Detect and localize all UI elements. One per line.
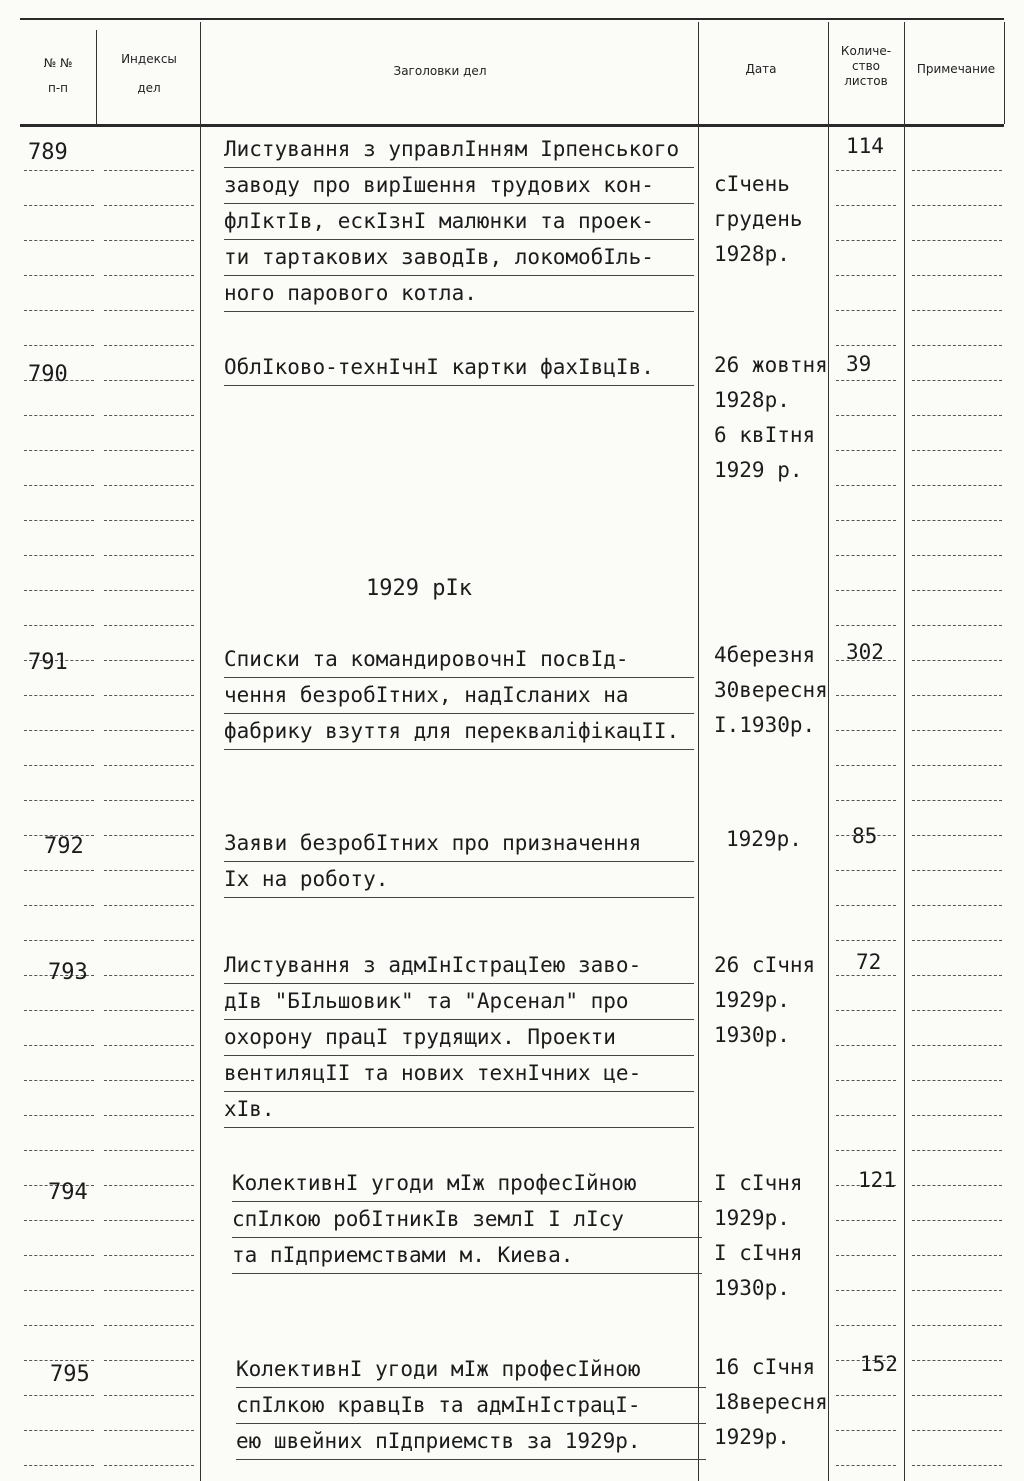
year-heading: 1929 рIк: [366, 576, 472, 601]
entry-789-date: сIчень грудень 1928р.: [714, 172, 803, 266]
entry-791-title: Списки та командировочнI посвIд- чення безробIтних, надIсланих на фабрику взуття для перекваліфікацII.: [224, 642, 706, 750]
guide-dash: [912, 205, 1002, 206]
guide-dash: [912, 1395, 1002, 1396]
guide-dash: [24, 415, 94, 416]
guide-dash: [24, 1080, 94, 1081]
guide-dash: [912, 1220, 1002, 1221]
guide-dash: [104, 415, 194, 416]
header-number: № № п-п: [43, 56, 73, 95]
guide-dash: [24, 1465, 94, 1466]
guide-dash: [24, 170, 94, 171]
guide-dash: [104, 380, 194, 381]
guide-dash: [24, 450, 94, 451]
col-divider-5: [904, 22, 905, 1481]
guide-dash: [24, 730, 94, 731]
guide-dash: [912, 555, 1002, 556]
entry-794-title: КолективнI угоди мIж професIйною спIлкою робIтникIв землI I лIсу та пIдприемствами м. Киева.: [232, 1166, 714, 1274]
header-bottom-rule: [20, 124, 1004, 127]
guide-dash: [912, 1150, 1002, 1151]
entry-793-date: 26 сIчня 1929р. 1930р.: [714, 953, 816, 1047]
guide-dash: [104, 905, 194, 906]
guide-dash: [912, 415, 1002, 416]
guide-dash: [24, 240, 94, 241]
guide-dash: [104, 1220, 194, 1221]
guide-dash: [836, 170, 896, 171]
guide-dash: [836, 345, 896, 346]
guide-dash: [836, 1220, 896, 1221]
guide-dash: [912, 660, 1002, 661]
guide-dash: [24, 555, 94, 556]
entry-794-sheets: 121: [858, 1168, 896, 1192]
guide-dash: [836, 905, 896, 906]
guide-dash: [836, 415, 896, 416]
guide-dash: [104, 765, 194, 766]
guide-dash: [912, 975, 1002, 976]
guide-dash: [104, 240, 194, 241]
guide-dash: [104, 1010, 194, 1011]
header-index: Индексы дел: [121, 52, 177, 95]
guide-dash: [912, 1465, 1002, 1466]
guide-dash: [104, 1465, 194, 1466]
guide-dash: [104, 1360, 194, 1361]
guide-dash: [912, 170, 1002, 171]
guide-dash: [912, 450, 1002, 451]
guide-dash: [836, 870, 896, 871]
guide-dash: [912, 1325, 1002, 1326]
guide-dash: [836, 590, 896, 591]
guide-dash: [912, 730, 1002, 731]
guide-dash: [24, 905, 94, 906]
guide-dash: [24, 1395, 94, 1396]
guide-dash: [104, 835, 194, 836]
guide-dash: [836, 625, 896, 626]
guide-dash: [104, 695, 194, 696]
guide-dash: [104, 555, 194, 556]
entry-794-number: 794: [48, 1180, 88, 1205]
guide-dash: [104, 1325, 194, 1326]
guide-dash: [912, 905, 1002, 906]
guide-dash: [912, 1430, 1002, 1431]
guide-dash: [836, 485, 896, 486]
guide-dash: [104, 345, 194, 346]
entry-791-date: 4березня 30вересня I.1930р.: [714, 643, 828, 737]
guide-dash: [912, 1185, 1002, 1186]
entry-790-number: 790: [28, 362, 68, 387]
guide-dash: [912, 1290, 1002, 1291]
guide-dash: [104, 1395, 194, 1396]
guide-dash: [24, 345, 94, 346]
guide-dash: [24, 1010, 94, 1011]
entry-789-title: Листування з управлIнням Iрпенського заводу про вирIшення трудових кон- флIктIв, ескIзнI малюнки та проек- ти тартакових заводIв, локомобIль- ного парового котла.: [224, 132, 706, 312]
guide-dash: [836, 1325, 896, 1326]
entry-795-number: 795: [50, 1362, 90, 1387]
guide-dash: [912, 380, 1002, 381]
guide-dash: [912, 310, 1002, 311]
header-titles: Заголовки дел: [393, 64, 487, 78]
entry-789-sheets: 114: [846, 134, 884, 158]
guide-dash: [24, 870, 94, 871]
guide-dash: [24, 520, 94, 521]
guide-dash: [104, 1185, 194, 1186]
col-divider-2: [200, 22, 201, 1481]
guide-dash: [912, 485, 1002, 486]
guide-dash: [836, 1395, 896, 1396]
guide-dash: [836, 1255, 896, 1256]
guide-dash: [104, 520, 194, 521]
guide-dash: [836, 450, 896, 451]
guide-dash: [836, 205, 896, 206]
guide-dash: [104, 450, 194, 451]
guide-dash: [104, 1150, 194, 1151]
guide-dash: [912, 695, 1002, 696]
entry-793-title: Листування з адмIнIстрацIею заво- дIв "БIльшовик" та "Арсенал" про охорону працI трудящих. Проекти вентиляцII та нових технIчних це- хIв.: [224, 948, 706, 1128]
entry-795-sheets: 152: [860, 1352, 898, 1376]
guide-dash: [836, 730, 896, 731]
guide-dash: [24, 1290, 94, 1291]
guide-dash: [836, 310, 896, 311]
guide-dash: [104, 940, 194, 941]
entry-793-sheets: 72: [856, 950, 882, 974]
guide-dash: [836, 240, 896, 241]
guide-dash: [24, 1220, 94, 1221]
guide-dash: [912, 1360, 1002, 1361]
guide-dash: [912, 1115, 1002, 1116]
guide-dash: [912, 870, 1002, 871]
header-count: Количе- ство листов: [840, 44, 892, 88]
guide-dash: [836, 940, 896, 941]
guide-dash: [104, 170, 194, 171]
entry-792-title: Заяви безробIтних про призначення Iх на роботу.: [224, 826, 706, 898]
guide-dash: [24, 1325, 94, 1326]
guide-dash: [912, 1255, 1002, 1256]
guide-dash: [912, 800, 1002, 801]
guide-dash: [836, 520, 896, 521]
col-divider-1: [96, 30, 97, 124]
entry-792-sheets: 85: [852, 824, 878, 848]
guide-dash: [836, 1430, 896, 1431]
guide-dash: [912, 590, 1002, 591]
guide-dash: [24, 205, 94, 206]
guide-dash: [104, 310, 194, 311]
guide-dash: [104, 275, 194, 276]
guide-dash: [24, 1360, 94, 1361]
guide-dash: [912, 765, 1002, 766]
entry-792-date: 1929р.: [726, 827, 802, 851]
guide-dash: [24, 1045, 94, 1046]
guide-dash: [24, 765, 94, 766]
guide-dash: [912, 1010, 1002, 1011]
guide-dash: [836, 1290, 896, 1291]
entry-791-number: 791: [28, 650, 68, 675]
entry-794-date: I сIчня 1929р. I сIчня 1930р.: [714, 1171, 803, 1300]
guide-dash: [24, 590, 94, 591]
guide-dash: [24, 940, 94, 941]
guide-dash: [24, 1255, 94, 1256]
guide-dash: [836, 380, 896, 381]
guide-dash: [912, 625, 1002, 626]
guide-dash: [104, 485, 194, 486]
guide-dash: [104, 800, 194, 801]
guide-dash: [912, 520, 1002, 521]
entry-791-sheets: 302: [846, 640, 884, 664]
guide-dash: [836, 1080, 896, 1081]
guide-dash: [24, 1150, 94, 1151]
guide-dash: [104, 975, 194, 976]
guide-dash: [24, 800, 94, 801]
guide-dash: [912, 240, 1002, 241]
guide-dash: [104, 1045, 194, 1046]
guide-dash: [912, 1080, 1002, 1081]
guide-dash: [24, 1430, 94, 1431]
guide-dash: [24, 275, 94, 276]
guide-dash: [836, 555, 896, 556]
entry-795-title: КолективнI угоди мIж професIйною спIлкою кравцIв та адмIнIстрацI- ею швейних пIдприемств за 1929р.: [236, 1352, 718, 1460]
guide-dash: [836, 765, 896, 766]
guide-dash: [912, 940, 1002, 941]
entry-790-sheets: 39: [846, 352, 872, 376]
guide-dash: [104, 590, 194, 591]
entry-789-number: 789: [28, 140, 68, 165]
guide-dash: [836, 800, 896, 801]
guide-dash: [104, 1430, 194, 1431]
entry-790-title: ОблIково-технIчнI картки фахIвцIв.: [224, 350, 706, 386]
guide-dash: [912, 1045, 1002, 1046]
guide-dash: [836, 1045, 896, 1046]
guide-dash: [104, 625, 194, 626]
entry-795-date: 16 сIчня 18вересня 1929р.: [714, 1355, 828, 1449]
entry-792-number: 792: [44, 834, 84, 859]
guide-dash: [24, 1115, 94, 1116]
guide-dash: [24, 485, 94, 486]
guide-dash: [836, 1010, 896, 1011]
guide-dash: [24, 625, 94, 626]
guide-dash: [104, 730, 194, 731]
guide-dash: [836, 1115, 896, 1116]
guide-dash: [836, 1465, 896, 1466]
entry-793-number: 793: [48, 960, 88, 985]
guide-dash: [104, 660, 194, 661]
guide-dash: [912, 835, 1002, 836]
header-note: Примечание: [916, 62, 996, 76]
guide-dash: [104, 205, 194, 206]
entry-790-date: 26 жовтня 1928р. 6 квIтня 1929 р.: [714, 353, 828, 482]
top-rule: [20, 18, 1004, 20]
guide-dash: [836, 275, 896, 276]
guide-dash: [104, 1080, 194, 1081]
guide-dash: [104, 870, 194, 871]
guide-dash: [104, 1290, 194, 1291]
guide-dash: [836, 975, 896, 976]
header-date: Дата: [745, 62, 777, 76]
guide-dash: [104, 1115, 194, 1116]
guide-dash: [836, 695, 896, 696]
guide-dash: [836, 1150, 896, 1151]
guide-dash: [104, 1255, 194, 1256]
guide-dash: [912, 345, 1002, 346]
guide-dash: [24, 310, 94, 311]
guide-dash: [912, 275, 1002, 276]
guide-dash: [24, 695, 94, 696]
